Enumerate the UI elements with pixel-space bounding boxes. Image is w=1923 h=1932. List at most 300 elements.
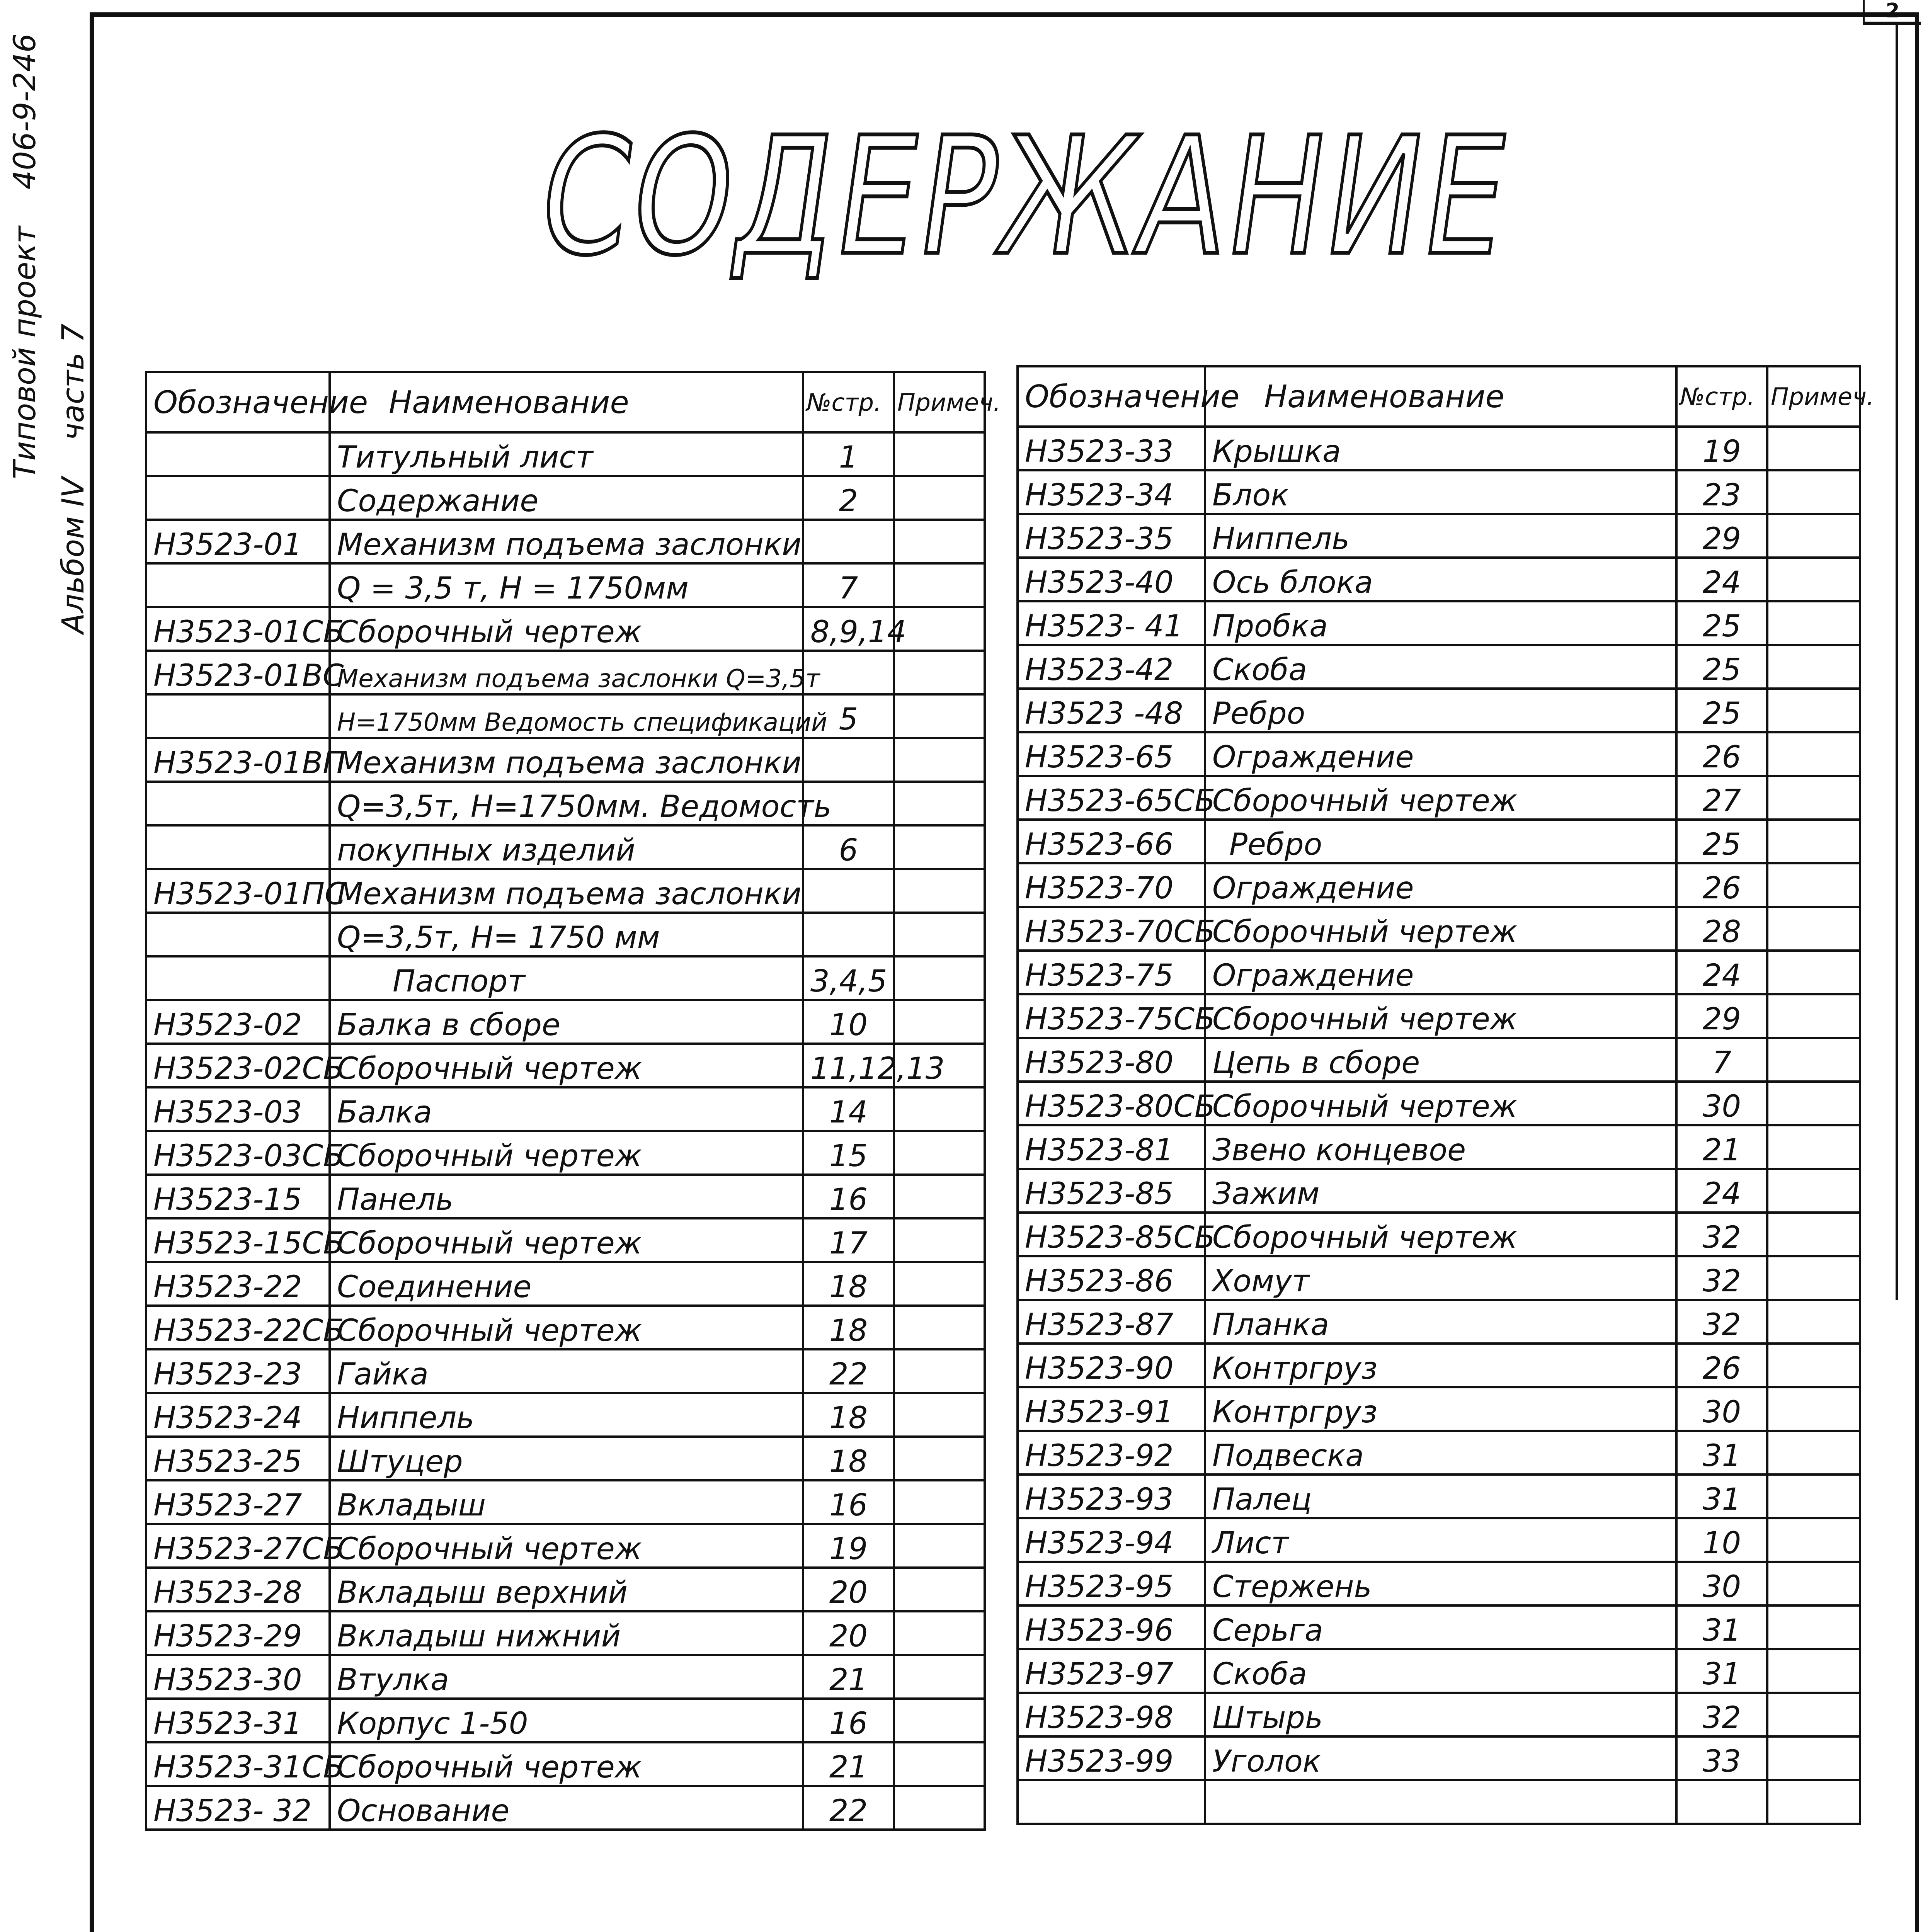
note-cell bbox=[894, 1524, 985, 1568]
table-row bbox=[1018, 776, 1860, 820]
table-row bbox=[146, 520, 985, 563]
name-cell: Лист bbox=[1205, 1518, 1676, 1562]
name-cell: Штырь bbox=[1205, 1693, 1676, 1736]
name-cell: Ограждение bbox=[1205, 732, 1676, 776]
note-cell bbox=[894, 913, 985, 956]
name-cell: Сборочный чертеж bbox=[1205, 907, 1676, 951]
header-page: №стр. bbox=[803, 372, 894, 432]
table-row bbox=[1018, 601, 1860, 645]
note-cell bbox=[1767, 1125, 1860, 1169]
code-cell: Н3523-22 bbox=[146, 1262, 330, 1306]
code-cell: Н3523-02 bbox=[146, 1000, 330, 1044]
code-cell: Н3523-15СБ bbox=[146, 1218, 330, 1262]
table-row bbox=[146, 1611, 985, 1655]
table-row bbox=[146, 1437, 985, 1480]
table-row bbox=[1018, 1431, 1860, 1475]
code-cell: Н3523-66 bbox=[1018, 820, 1205, 863]
page-cell: 28 bbox=[1676, 907, 1767, 951]
code-cell: Н3523-30 bbox=[146, 1655, 330, 1699]
page-cell: 32 bbox=[1676, 1256, 1767, 1300]
frame-right-border bbox=[1915, 12, 1919, 1932]
code-cell: Н3523-95 bbox=[1018, 1562, 1205, 1605]
name-cell: Цепь в сборе bbox=[1205, 1038, 1676, 1082]
page-cell bbox=[803, 520, 894, 563]
note-cell bbox=[894, 432, 985, 476]
page-cell: 32 bbox=[1676, 1300, 1767, 1344]
table-header-row bbox=[1018, 366, 1860, 427]
code-cell: Н3523-91 bbox=[1018, 1387, 1205, 1431]
note-cell bbox=[1767, 1344, 1860, 1387]
note-cell bbox=[1767, 427, 1860, 470]
note-cell bbox=[894, 1480, 985, 1524]
code-cell: Н3523-22СБ bbox=[146, 1306, 330, 1349]
code-cell bbox=[146, 563, 330, 607]
code-cell: Н3523-03 bbox=[146, 1087, 330, 1131]
table-row bbox=[146, 476, 985, 520]
table-row bbox=[146, 738, 985, 782]
page-title: СОДЕРЖАНИЕ bbox=[529, 102, 1522, 291]
note-cell bbox=[1767, 732, 1860, 776]
contents-table-right bbox=[1016, 365, 1874, 1825]
page-cell: 22 bbox=[803, 1349, 894, 1393]
code-cell bbox=[146, 476, 330, 520]
note-cell bbox=[1767, 994, 1860, 1038]
code-cell: Н3523-33 bbox=[1018, 427, 1205, 470]
code-cell: Н3523-75 bbox=[1018, 951, 1205, 994]
page-cell: 26 bbox=[1676, 732, 1767, 776]
header-note: Примеч. bbox=[894, 372, 985, 432]
note-cell bbox=[1767, 1605, 1860, 1649]
page-cell: 16 bbox=[803, 1699, 894, 1742]
header-name: Наименование bbox=[330, 372, 803, 432]
code-cell: Н3523-34 bbox=[1018, 470, 1205, 514]
name-cell: покупных изделий bbox=[330, 825, 803, 869]
note-cell bbox=[1767, 514, 1860, 558]
name-cell: Ограждение bbox=[1205, 951, 1676, 994]
code-cell: Н3523-90 bbox=[1018, 1344, 1205, 1387]
page-cell: 25 bbox=[1676, 689, 1767, 732]
note-cell bbox=[894, 1786, 985, 1830]
code-cell: Н3523-01ВС bbox=[146, 651, 330, 694]
page-cell: 24 bbox=[1676, 951, 1767, 994]
table-row bbox=[146, 1480, 985, 1524]
table-row bbox=[1018, 514, 1860, 558]
note-cell bbox=[894, 520, 985, 563]
code-cell: Н3523-02СБ bbox=[146, 1044, 330, 1087]
name-cell: Ниппель bbox=[330, 1393, 803, 1437]
note-cell bbox=[894, 825, 985, 869]
table-row bbox=[1018, 1344, 1860, 1387]
name-cell: Балка bbox=[330, 1087, 803, 1131]
name-cell: Механизм подъема заслонки bbox=[330, 520, 803, 563]
name-cell: Q=3,5т, Н= 1750 мм bbox=[330, 913, 803, 956]
name-cell: Палец bbox=[1205, 1475, 1676, 1518]
page-cell: 31 bbox=[1676, 1605, 1767, 1649]
note-cell bbox=[1767, 1562, 1860, 1605]
table-row bbox=[1018, 994, 1860, 1038]
note-cell bbox=[1767, 863, 1860, 907]
name-cell: Механизм подъема заслонки bbox=[330, 869, 803, 913]
code-cell bbox=[146, 956, 330, 1000]
note-cell bbox=[1767, 1082, 1860, 1125]
table-row bbox=[146, 1218, 985, 1262]
table-row bbox=[146, 913, 985, 956]
album-number: IV bbox=[56, 477, 91, 507]
code-cell: Н3523-31СБ bbox=[146, 1742, 330, 1786]
name-cell: Сборочный чертеж bbox=[330, 1131, 803, 1175]
note-cell bbox=[1767, 1518, 1860, 1562]
table-row bbox=[1018, 1518, 1860, 1562]
code-cell: Н3523-01ВП bbox=[146, 738, 330, 782]
name-cell: Н=1750мм Ведомость спецификаций bbox=[330, 694, 803, 738]
note-cell bbox=[1767, 1693, 1860, 1736]
side-caption-album bbox=[56, 324, 91, 634]
name-cell: Скоба bbox=[1205, 645, 1676, 689]
table-row bbox=[1018, 645, 1860, 689]
code-cell: Н3523-99 bbox=[1018, 1736, 1205, 1780]
page-cell: 14 bbox=[803, 1087, 894, 1131]
page-cell: 11,12,13 bbox=[803, 1044, 894, 1087]
note-cell bbox=[1767, 558, 1860, 601]
note-cell bbox=[1767, 1387, 1860, 1431]
name-cell: Сборочный чертеж bbox=[330, 1742, 803, 1786]
name-cell: Сборочный чертеж bbox=[330, 1218, 803, 1262]
table-row bbox=[1018, 1213, 1860, 1256]
code-cell bbox=[146, 694, 330, 738]
part-label: часть bbox=[56, 352, 91, 441]
side-caption-project bbox=[8, 34, 43, 480]
note-cell bbox=[1767, 907, 1860, 951]
note-cell bbox=[894, 1087, 985, 1131]
code-cell bbox=[146, 782, 330, 825]
name-cell: Содержание bbox=[330, 476, 803, 520]
table-row bbox=[146, 651, 985, 694]
table-row bbox=[1018, 732, 1860, 776]
table-row bbox=[1018, 1038, 1860, 1082]
code-cell: Н3523-03СБ bbox=[146, 1131, 330, 1175]
code-cell: Н3523-35 bbox=[1018, 514, 1205, 558]
note-cell bbox=[1767, 601, 1860, 645]
note-cell bbox=[1767, 951, 1860, 994]
code-cell: Н3523-01ПС bbox=[146, 869, 330, 913]
table-row bbox=[146, 432, 985, 476]
header-code: Обозначение bbox=[1018, 366, 1205, 427]
page-cell: 5 bbox=[803, 694, 894, 738]
table-row bbox=[146, 1044, 985, 1087]
page-cell: 18 bbox=[803, 1262, 894, 1306]
header-code: Обозначение bbox=[146, 372, 330, 432]
note-cell bbox=[894, 1699, 985, 1742]
code-cell bbox=[146, 825, 330, 869]
name-cell: Сборочный чертеж bbox=[1205, 1082, 1676, 1125]
page-cell: 6 bbox=[803, 825, 894, 869]
contents-table-left-body bbox=[146, 432, 985, 1830]
table-row bbox=[1018, 820, 1860, 863]
name-cell: Втулка bbox=[330, 1655, 803, 1699]
table-row bbox=[146, 563, 985, 607]
table-row bbox=[146, 607, 985, 651]
code-cell: Н3523-70СБ bbox=[1018, 907, 1205, 951]
page-number: 2 bbox=[1863, 0, 1921, 25]
code-cell: Н3523-23 bbox=[146, 1349, 330, 1393]
table-row bbox=[146, 1655, 985, 1699]
page-cell: 30 bbox=[1676, 1387, 1767, 1431]
page-cell: 32 bbox=[1676, 1213, 1767, 1256]
table-row bbox=[1018, 1169, 1860, 1213]
name-cell: Механизм подъема заслонки bbox=[330, 738, 803, 782]
table-row bbox=[1018, 558, 1860, 601]
table-row bbox=[1018, 1736, 1860, 1780]
name-cell: Сборочный чертеж bbox=[330, 607, 803, 651]
table-row bbox=[1018, 1605, 1860, 1649]
header-page: №стр. bbox=[1676, 366, 1767, 427]
name-cell: Сборочный чертеж bbox=[1205, 994, 1676, 1038]
page-cell: 2 bbox=[803, 476, 894, 520]
page-cell: 32 bbox=[1676, 1693, 1767, 1736]
note-cell bbox=[1767, 820, 1860, 863]
note-cell bbox=[1767, 1300, 1860, 1344]
name-cell: Пробка bbox=[1205, 601, 1676, 645]
name-cell: Корпус 1-50 bbox=[330, 1699, 803, 1742]
name-cell: Титульный лист bbox=[330, 432, 803, 476]
table-row bbox=[146, 869, 985, 913]
note-cell bbox=[894, 956, 985, 1000]
table-row bbox=[146, 694, 985, 738]
page-cell: 29 bbox=[1676, 514, 1767, 558]
table-row bbox=[1018, 907, 1860, 951]
code-cell: Н3523-15 bbox=[146, 1175, 330, 1218]
table-row bbox=[146, 1087, 985, 1131]
page-cell: 26 bbox=[1676, 1344, 1767, 1387]
note-cell bbox=[894, 651, 985, 694]
page-cell: 29 bbox=[1676, 994, 1767, 1038]
code-cell: Н3523-92 bbox=[1018, 1431, 1205, 1475]
name-cell: Серьга bbox=[1205, 1605, 1676, 1649]
table-row bbox=[1018, 470, 1860, 514]
name-cell: Планка bbox=[1205, 1300, 1676, 1344]
code-cell: Н3523-01СБ bbox=[146, 607, 330, 651]
note-cell bbox=[894, 1611, 985, 1655]
note-cell bbox=[1767, 1256, 1860, 1300]
name-cell: Ребро bbox=[1205, 689, 1676, 732]
name-cell: Q = 3,5 т, Н = 1750мм bbox=[330, 563, 803, 607]
code-cell bbox=[146, 432, 330, 476]
name-cell: Соединение bbox=[330, 1262, 803, 1306]
page-cell: 19 bbox=[803, 1524, 894, 1568]
page-cell: 16 bbox=[803, 1480, 894, 1524]
name-cell: Вкладыш нижний bbox=[330, 1611, 803, 1655]
page-cell: 18 bbox=[803, 1437, 894, 1480]
note-cell bbox=[894, 607, 985, 651]
page-cell: 7 bbox=[1676, 1038, 1767, 1082]
page-cell: 25 bbox=[1676, 601, 1767, 645]
note-cell bbox=[1767, 776, 1860, 820]
page-cell: 30 bbox=[1676, 1562, 1767, 1605]
code-cell: Н3523-65 bbox=[1018, 732, 1205, 776]
code-cell bbox=[1018, 1780, 1205, 1824]
page-cell: 8,9,14 bbox=[803, 607, 894, 651]
code-cell: Н3523-96 bbox=[1018, 1605, 1205, 1649]
note-cell bbox=[894, 1349, 985, 1393]
page-cell: 7 bbox=[803, 563, 894, 607]
table-row bbox=[146, 825, 985, 869]
page-cell: 26 bbox=[1676, 863, 1767, 907]
name-cell: Балка в сборе bbox=[330, 1000, 803, 1044]
code-cell: Н3523-25 bbox=[146, 1437, 330, 1480]
table-row bbox=[1018, 1256, 1860, 1300]
note-cell bbox=[1767, 1780, 1860, 1824]
note-cell bbox=[1767, 1431, 1860, 1475]
table-row bbox=[1018, 427, 1860, 470]
name-cell: Ниппель bbox=[1205, 514, 1676, 558]
table-row bbox=[1018, 1780, 1860, 1824]
code-cell: Н3523-81 bbox=[1018, 1125, 1205, 1169]
note-cell bbox=[894, 1742, 985, 1786]
name-cell: Панель bbox=[330, 1175, 803, 1218]
note-cell bbox=[894, 1218, 985, 1262]
note-cell bbox=[1767, 689, 1860, 732]
note-cell bbox=[1767, 1649, 1860, 1693]
table-row bbox=[146, 1349, 985, 1393]
page-cell: 24 bbox=[1676, 558, 1767, 601]
table-row bbox=[1018, 689, 1860, 732]
table-row bbox=[1018, 1125, 1860, 1169]
note-cell bbox=[894, 476, 985, 520]
table-row bbox=[146, 1742, 985, 1786]
page-cell: 3,4,5 bbox=[803, 956, 894, 1000]
page-cell: 20 bbox=[803, 1611, 894, 1655]
frame-inner-right-line bbox=[1896, 25, 1898, 1300]
name-cell: Ребро bbox=[1205, 820, 1676, 863]
name-cell: Сборочный чертеж bbox=[330, 1306, 803, 1349]
code-cell: Н3523-98 bbox=[1018, 1693, 1205, 1736]
name-cell: Гайка bbox=[330, 1349, 803, 1393]
page-cell: 27 bbox=[1676, 776, 1767, 820]
page-cell: 25 bbox=[1676, 820, 1767, 863]
header-name: Наименование bbox=[1205, 366, 1676, 427]
contents-table-right-body bbox=[1018, 427, 1860, 1824]
code-cell: Н3523-80СБ bbox=[1018, 1082, 1205, 1125]
table-row bbox=[1018, 863, 1860, 907]
note-cell bbox=[894, 1131, 985, 1175]
note-cell bbox=[1767, 470, 1860, 514]
note-cell bbox=[894, 1437, 985, 1480]
code-cell: Н3523-29 bbox=[146, 1611, 330, 1655]
note-cell bbox=[894, 782, 985, 825]
table-row bbox=[146, 1524, 985, 1568]
code-cell: Н3523- 41 bbox=[1018, 601, 1205, 645]
name-cell: Звено концевое bbox=[1205, 1125, 1676, 1169]
name-cell: Уголок bbox=[1205, 1736, 1676, 1780]
name-cell: Вкладыш верхний bbox=[330, 1568, 803, 1611]
page-cell: 16 bbox=[803, 1175, 894, 1218]
code-cell: Н3523-80 bbox=[1018, 1038, 1205, 1082]
code-cell: Н3523 -48 bbox=[1018, 689, 1205, 732]
table-row bbox=[146, 1393, 985, 1437]
table-row bbox=[1018, 1082, 1860, 1125]
page-cell bbox=[803, 738, 894, 782]
code-cell: Н3523-40 bbox=[1018, 558, 1205, 601]
table-row bbox=[146, 1568, 985, 1611]
note-cell bbox=[1767, 1038, 1860, 1082]
note-cell bbox=[894, 694, 985, 738]
name-cell: Сборочный чертеж bbox=[1205, 776, 1676, 820]
note-cell bbox=[894, 1655, 985, 1699]
name-cell bbox=[1205, 1780, 1676, 1824]
name-cell: Стержень bbox=[1205, 1562, 1676, 1605]
note-cell bbox=[1767, 645, 1860, 689]
name-cell: Механизм подъема заслонки Q=3,5т bbox=[330, 651, 803, 694]
project-number: 406-9-246 bbox=[8, 33, 43, 190]
name-cell: Контргруз bbox=[1205, 1344, 1676, 1387]
contents-table-left bbox=[145, 371, 1001, 1831]
table-row bbox=[1018, 1649, 1860, 1693]
page-cell: 31 bbox=[1676, 1475, 1767, 1518]
note-cell bbox=[894, 1175, 985, 1218]
name-cell: Вкладыш bbox=[330, 1480, 803, 1524]
page-cell bbox=[1676, 1780, 1767, 1824]
note-cell bbox=[1767, 1169, 1860, 1213]
note-cell bbox=[894, 869, 985, 913]
name-cell: Зажим bbox=[1205, 1169, 1676, 1213]
table-row bbox=[146, 1306, 985, 1349]
code-cell: Н3523- 32 bbox=[146, 1786, 330, 1830]
table-row bbox=[146, 782, 985, 825]
code-cell: Н3523-27СБ bbox=[146, 1524, 330, 1568]
page-cell: 25 bbox=[1676, 645, 1767, 689]
name-cell: Крышка bbox=[1205, 427, 1676, 470]
table-row bbox=[146, 1175, 985, 1218]
table-row bbox=[146, 956, 985, 1000]
page-cell: 30 bbox=[1676, 1082, 1767, 1125]
table-row bbox=[1018, 1300, 1860, 1344]
name-cell: Штуцер bbox=[330, 1437, 803, 1480]
name-cell: Скоба bbox=[1205, 1649, 1676, 1693]
page-cell: 21 bbox=[803, 1742, 894, 1786]
page-cell: 31 bbox=[1676, 1649, 1767, 1693]
page-cell: 23 bbox=[1676, 470, 1767, 514]
page-cell: 22 bbox=[803, 1786, 894, 1830]
table-row bbox=[1018, 951, 1860, 994]
project-label: Типовой проект bbox=[8, 226, 43, 479]
name-cell: Q=3,5т, Н=1750мм. Ведомость bbox=[330, 782, 803, 825]
page-cell: 18 bbox=[803, 1306, 894, 1349]
table-row bbox=[1018, 1693, 1860, 1736]
code-cell: Н3523-75СБ bbox=[1018, 994, 1205, 1038]
note-cell bbox=[1767, 1213, 1860, 1256]
code-cell: Н3523-87 bbox=[1018, 1300, 1205, 1344]
name-cell: Сборочный чертеж bbox=[330, 1524, 803, 1568]
code-cell: Н3523-01 bbox=[146, 520, 330, 563]
code-cell: Н3523-93 bbox=[1018, 1475, 1205, 1518]
page-cell: 17 bbox=[803, 1218, 894, 1262]
code-cell bbox=[146, 913, 330, 956]
page-cell: 15 bbox=[803, 1131, 894, 1175]
page-cell: 19 bbox=[1676, 427, 1767, 470]
table-row bbox=[1018, 1387, 1860, 1431]
table-row bbox=[146, 1699, 985, 1742]
name-cell: Подвеска bbox=[1205, 1431, 1676, 1475]
page-cell: 21 bbox=[1676, 1125, 1767, 1169]
page-cell: 1 bbox=[803, 432, 894, 476]
page-cell: 21 bbox=[803, 1655, 894, 1699]
page-cell bbox=[803, 913, 894, 956]
page-cell bbox=[803, 869, 894, 913]
code-cell: Н3523-97 bbox=[1018, 1649, 1205, 1693]
note-cell bbox=[894, 563, 985, 607]
name-cell: Контргруз bbox=[1205, 1387, 1676, 1431]
name-cell: Паспорт bbox=[330, 956, 803, 1000]
